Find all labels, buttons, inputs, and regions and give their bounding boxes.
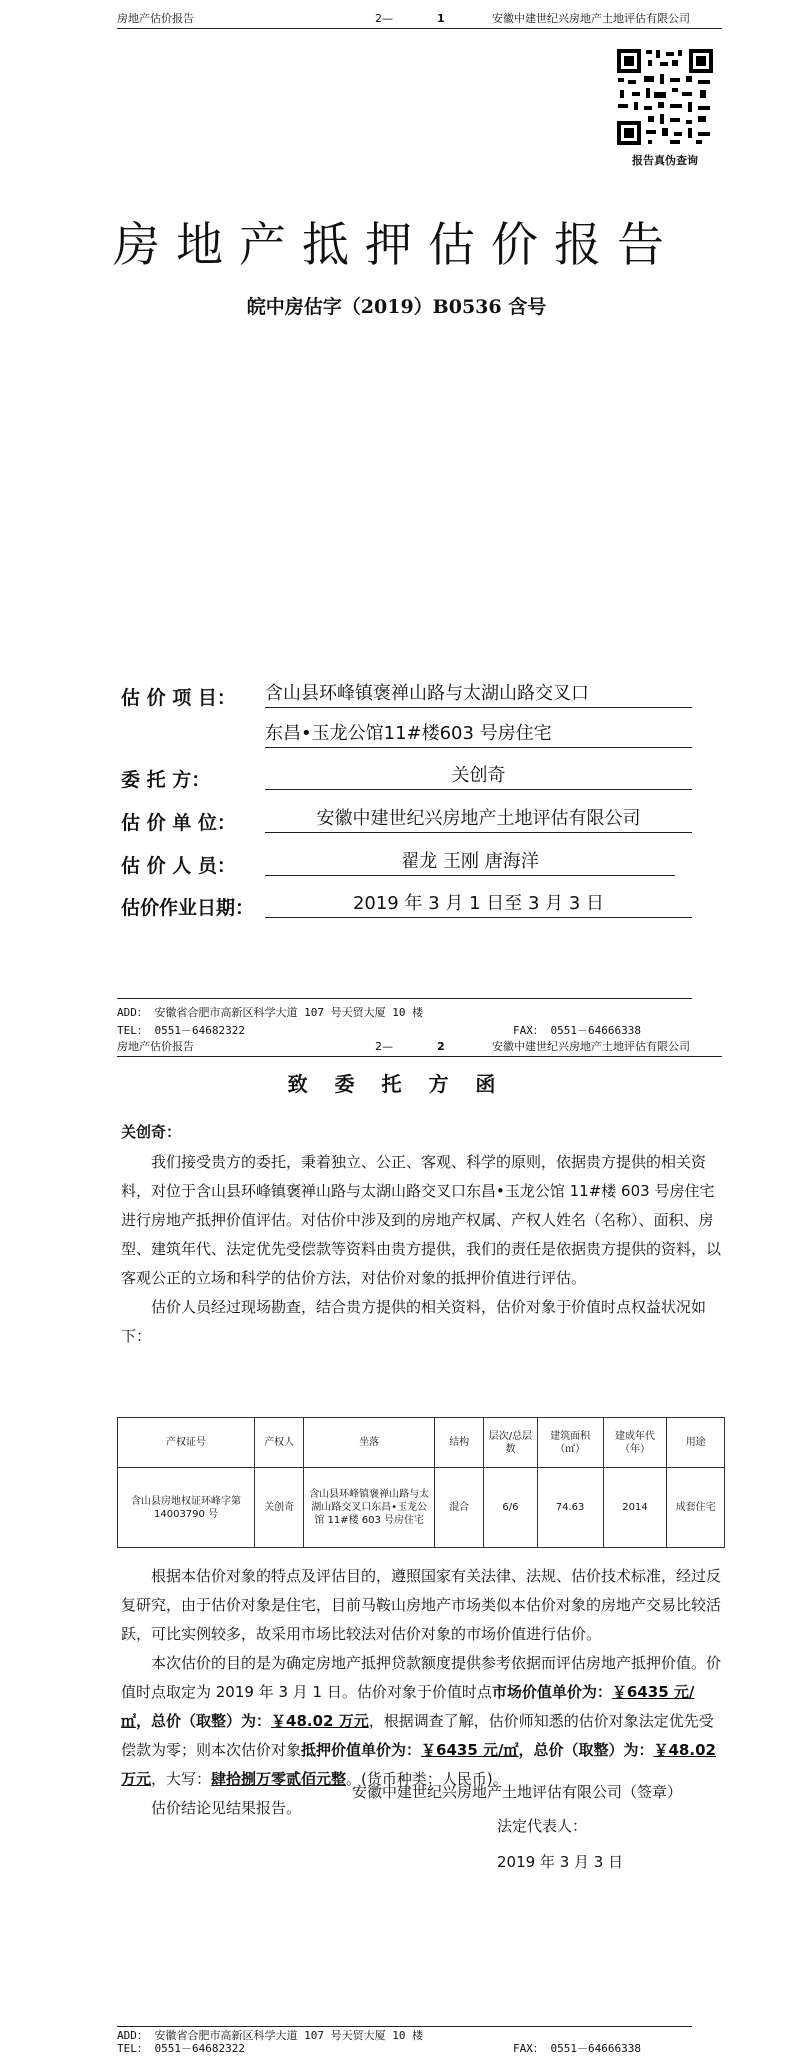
project-label: 估 价 项 目： [121, 687, 236, 709]
footer-tel: TEL： 0551－64682322 [117, 1024, 245, 1037]
footer-fax: FAX： 0551－64666338 [513, 1024, 641, 1037]
valuation-text: ，根据调查了解，估价师知悉的估价对象法定优先受偿款为零；则本次估价对象 [121, 1712, 714, 1759]
mortgage-total-label: ，总价（取整）为： [518, 1741, 654, 1759]
header-left-title: 房地产估价报告 [117, 12, 194, 25]
footer-tel: TEL： 0551－64682322 [117, 2042, 245, 2055]
footer-fax: FAX： 0551－64666338 [513, 2042, 641, 2055]
header-company: 安徽中建世纪兴房地产土地评估有限公司 [492, 1040, 690, 1053]
signature-legal-rep: 法定代表人： [497, 1817, 588, 1835]
header-page-prefix: 2— [375, 12, 393, 25]
signature-date: 2019 年 3 月 3 日 [497, 1853, 624, 1871]
staff-label: 估 价 人 员： [121, 855, 236, 877]
project-value-line1: 含山县环峰镇褒禅山路与太湖山路交叉口 [265, 682, 692, 708]
table-header-cell: 层次/总层数 [484, 1418, 537, 1468]
qr-code-icon [614, 46, 716, 148]
header-company: 安徽中建世纪兴房地产土地评估有限公司 [492, 12, 690, 25]
table-header-cell: 用途 [667, 1418, 725, 1468]
table-row [118, 1468, 725, 1548]
paragraph-conclusion: 估价结论见结果报告。 [151, 1799, 302, 1817]
footer-rule [117, 998, 692, 999]
table-cell: 74.63 [537, 1468, 603, 1548]
footer-address: ADD： 安徽省合肥市高新区科学大道 107 号天贸大厦 10 楼 [117, 1006, 424, 1019]
market-total-label: ，总价（取整）为： [136, 1712, 272, 1730]
valuation-text: 。(货币种类：人民币)。 [346, 1770, 508, 1788]
mortgage-unit-price: ￥6435 元/㎡ [421, 1741, 519, 1759]
table-cell: 成套住宅 [667, 1468, 725, 1548]
valuation-text: ，大写： [151, 1770, 212, 1788]
signature-company: 安徽中建世纪兴房地产土地评估有限公司（签章） [352, 1783, 683, 1801]
report-number: 皖中房估字（2019）B0536 含号 [246, 296, 547, 318]
header-page-number: 2 [437, 1040, 445, 1053]
valuation-text: 本次估价的目的是为确定房地产抵押贷款额度提供参考依据而评估房地产抵押价值。价值时点取定为 2019 年 3 月 1 日。估价对象于价值时点 [121, 1654, 722, 1701]
table-cell: 含山县环峰镇褒禅山路与太湖山路交叉口东昌•玉龙公馆 11#楼 603 号房住宅 [304, 1468, 435, 1548]
header-page-prefix: 2— [375, 1040, 393, 1053]
table-cell: 混合 [435, 1468, 484, 1548]
table-header-cell: 坐落 [304, 1418, 435, 1468]
footer-address: ADD： 安徽省合肥市高新区科学大道 107 号天贸大厦 10 楼 [117, 2029, 424, 2042]
market-total-price: ￥48.02 万元 [271, 1712, 369, 1730]
table-cell: 关创奇 [255, 1468, 304, 1548]
unit-value: 安徽中建世纪兴房地产土地评估有限公司 [265, 807, 692, 833]
salutation: 关创奇： [121, 1123, 182, 1141]
mortgage-unit-price-label: 抵押价值单价为： [301, 1741, 422, 1759]
paragraph-entrustment: 我们接受贵方的委托，秉着独立、公正、客观、科学的原则，依据贵方提供的相关资料，对位于含山县环峰镇褒禅山路与太湖山路交叉口东昌•玉龙公馆 11#楼 603 号房住宅进行房地产抵押价值评估。对估价中涉及到的房地产权属、产权人姓名（名称）、面积、房型、建筑年代、法定优先受偿款等资料由贵方提供，我们的责任是依据贵方提供的资料，以客观公正的立场和科学的估价方法，对估价对象的抵押价值进行评估。 [121, 1153, 722, 1287]
table-header-cell: 建筑面积（㎡） [537, 1418, 603, 1468]
table-header-row [118, 1418, 725, 1468]
table-header-cell: 建成年代（年） [603, 1418, 667, 1468]
paragraph-valuation [121, 1649, 723, 1794]
header-left-title: 房地产估价报告 [117, 1040, 194, 1053]
header-page-number: 1 [437, 12, 445, 25]
letter-body-top [121, 1148, 723, 1351]
report-title: 房地产抵押估价报告 [113, 218, 680, 273]
paragraph-survey: 估价人员经过现场勘查，结合贵方提供的相关资料，估价对象于价值时点权益状况如下： [121, 1298, 707, 1345]
mortgage-total-price: ￥48.02 万元 [121, 1741, 716, 1788]
header-rule [117, 1056, 722, 1057]
table-header-cell: 产权人 [255, 1418, 304, 1468]
project-value-line2: 东昌•玉龙公馆11#楼603 号房住宅 [265, 722, 692, 748]
table-header-cell: 结构 [435, 1418, 484, 1468]
header-rule [117, 28, 722, 29]
date-label: 估价作业日期： [121, 897, 255, 919]
client-label: 委 托 方： [121, 769, 211, 791]
market-unit-price: ￥6435 元/㎡ [121, 1683, 695, 1730]
table-header-cell: 产权证号 [118, 1418, 255, 1468]
table-cell: 含山县房地权证环峰字第 14003790 号 [118, 1468, 255, 1548]
client-value: 关创奇 [265, 764, 692, 790]
table-cell: 6/6 [484, 1468, 537, 1548]
date-value: 2019 年 3 月 1 日至 3 月 3 日 [265, 892, 692, 918]
amount-in-words: 肆拾捌万零贰佰元整 [211, 1770, 347, 1788]
market-unit-price-label: 市场价值单价为： [491, 1683, 612, 1701]
staff-value: 翟龙 王刚 唐海洋 [265, 850, 675, 876]
property-table [117, 1417, 725, 1548]
qr-caption: 报告真伪查询 [632, 154, 698, 167]
table-cell: 2014 [603, 1468, 667, 1548]
unit-label: 估 价 单 位： [121, 812, 236, 834]
paragraph-method: 根据本估价对象的特点及评估目的，遵照国家有关法律、法规、估价技术标准，经过反复研究，由于估价对象是住宅，目前马鞍山房地产市场类似本估价对象的房地产交易比较活跃，可比实例较多，故采用市场比较法对估价对象的市场价值进行估价。 [121, 1567, 722, 1643]
letter-title: 致 委 托 方 函 [287, 1072, 506, 1096]
